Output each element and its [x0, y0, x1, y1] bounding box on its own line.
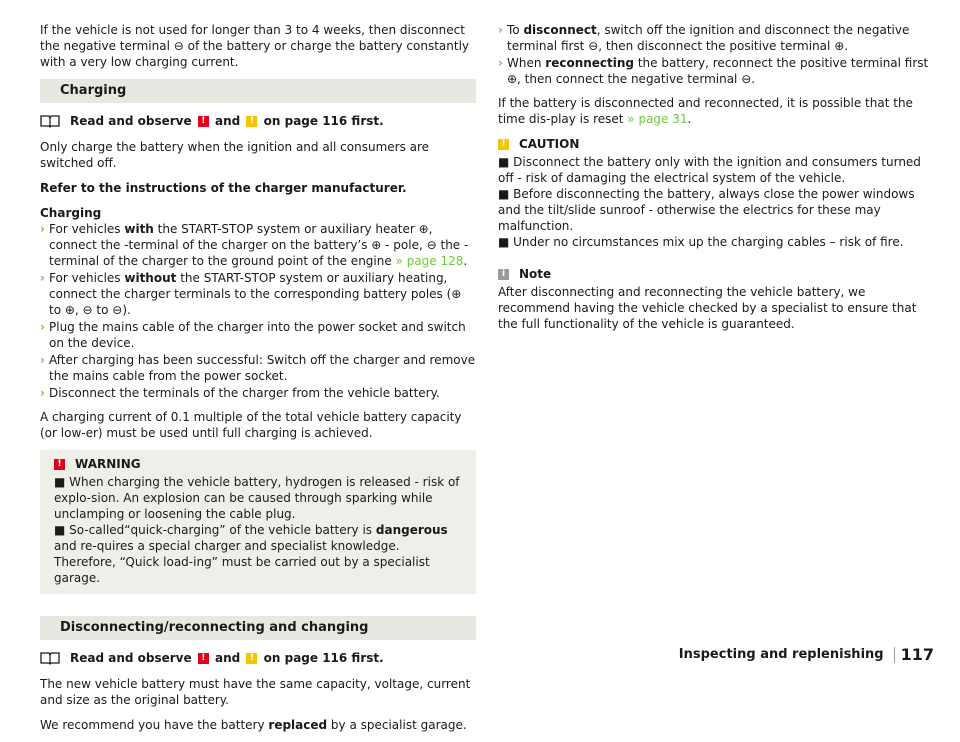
step-3 [40, 319, 476, 351]
arrow-icon: › [498, 56, 503, 70]
caution-title-text: CAUTION [519, 137, 580, 151]
step-5 [40, 385, 476, 401]
disconnect-step-bold: disconnect [523, 23, 597, 37]
disconnect-step-c: , switch off the ignition and disconnect the negative terminal first ⊖, then disconnect the positive terminal ⊕. [507, 23, 910, 53]
disconnect-step-a: To [507, 23, 524, 37]
reconnect-step [498, 55, 934, 87]
reset-pre: If the battery is disconnected and reconnected, it is possible that the time dis-play is reset [498, 96, 913, 126]
step-2 [40, 270, 476, 318]
warning-icon: ! [54, 459, 65, 470]
read-observe-note-2 [40, 650, 476, 666]
arrow-icon: › [40, 320, 45, 334]
warning-box [40, 450, 476, 594]
right-column [498, 22, 934, 341]
arrow-icon: › [498, 23, 503, 37]
warning-bullet-1: ■ When charging the vehicle battery, hydrogen is released - risk of explo-sion. An explosion can be caused through sparking while unclamping or loosening the cable plug. [54, 475, 460, 521]
caution-icon: ! [246, 653, 257, 664]
arrow-icon: › [40, 386, 45, 400]
reconnect-step-a: When [507, 56, 546, 70]
step-2-text-c: the START-STOP system or auxiliary heating, connect the charger terminals to the corresponding battery poles (⊕ to ⊕, ⊖ to ⊖). [49, 271, 462, 317]
step-1-text-c: the START-STOP system or auxiliary heater ⊕, connect the -terminal of the charger on the battery’s ⊕ - pole, ⊖ the - terminal of the charger to the ground point of the engine [49, 222, 469, 268]
recommend-post: by a specialist garage. [327, 718, 467, 732]
read-observe-post: on page 116 first. [263, 651, 384, 665]
arrow-icon: › [40, 271, 45, 285]
note-title [498, 266, 934, 282]
info-icon: i [498, 269, 509, 280]
read-observe-pre: Read and observe [70, 114, 192, 128]
step-1-text-a: For vehicles [49, 222, 125, 236]
disconnect-step [498, 22, 934, 54]
refer-text: Refer to the instructions of the charger manufacturer. [40, 181, 407, 195]
recommend-text [40, 717, 476, 733]
step-2-text-a: For vehicles [49, 271, 125, 285]
warning-bullet-2-post: and re-quires a special charger and specialist knowledge. Therefore, “Quick load-ing” must be carried out by a specialist garage. [54, 539, 430, 585]
recommend-bold: replaced [268, 718, 328, 732]
only-charge-text: Only charge the battery when the ignition and all consumers are switched off. [40, 140, 430, 170]
page-128-link[interactable]: » page 128 [395, 254, 464, 268]
reconnect-step-bold: reconnecting [545, 56, 635, 70]
warning-icon: ! [198, 116, 209, 127]
book-icon [40, 114, 60, 128]
step-1-text-d: . [463, 254, 468, 268]
warning-bullet-2-bold: dangerous [375, 523, 448, 537]
caution-icon: ! [498, 139, 509, 150]
page-31-link[interactable]: » page 31 [627, 112, 688, 126]
read-observe-pre: Read and observe [70, 651, 192, 665]
read-observe-and: and [215, 114, 241, 128]
page-number: 117 [894, 647, 934, 663]
reset-text [498, 95, 934, 127]
step-2-bold: without [124, 271, 177, 285]
warning-bullet-2-pre: ■ So-called“quick-charging” of the vehicle battery is [54, 523, 376, 537]
note-title-text: Note [519, 267, 552, 281]
step-1-bold: with [124, 222, 154, 236]
step-1 [40, 221, 476, 269]
step-4 [40, 352, 476, 384]
left-column [40, 22, 476, 742]
warning-icon: ! [198, 653, 209, 664]
warning-title [54, 456, 462, 472]
charging-current-text: A charging current of 0.1 multiple of the total vehicle battery capacity (or low-er) must be used until full charging is achieved. [40, 410, 462, 440]
new-battery-text: The new vehicle battery must have the same capacity, voltage, current and size as the original battery. [40, 677, 471, 707]
book-icon [40, 651, 60, 665]
note-text: After disconnecting and reconnecting the vehicle battery, we recommend having the vehicle checked by a specialist to ensure that the full functionality of the vehicle is guaranteed. [498, 285, 917, 331]
caution-block [498, 136, 934, 250]
step-4-text: After charging has been successful: Switch off the charger and remove the mains cable from the power socket. [49, 353, 476, 383]
read-observe-post: on page 116 first. [263, 114, 384, 128]
charging-steps [40, 221, 476, 401]
arrow-icon: › [40, 222, 45, 236]
caution-bullet-1: ■ Disconnect the battery only with the ignition and consumers turned off - risk of damaging the electrical system of the vehicle. [498, 155, 921, 185]
warning-bullet-2 [54, 522, 462, 586]
caution-bullet-2: ■ Before disconnecting the battery, always close the power windows and the tilt/slide sunroof - otherwise the electrics for these may malfunction. [498, 187, 915, 233]
reconnect-step-c: the battery, reconnect the positive terminal first ⊕, then connect the negative terminal ⊖. [507, 56, 929, 86]
footer-section-title: Inspecting and replenishing [678, 647, 884, 662]
caution-icon: ! [246, 116, 257, 127]
caution-bullet-3: ■ Under no circumstances mix up the charging cables – risk of fire. [498, 235, 904, 249]
step-3-text: Plug the mains cable of the charger into the power socket and switch on the device. [49, 320, 466, 350]
section-disconnect-header: Disconnecting/reconnecting and changing [40, 616, 476, 640]
reset-post: . [687, 112, 692, 126]
page-footer [679, 647, 934, 663]
warning-title-text: WARNING [75, 457, 141, 471]
note-block [498, 266, 934, 332]
arrow-icon: › [40, 353, 45, 367]
step-5-text: Disconnect the terminals of the charger from the vehicle battery. [49, 386, 440, 400]
section-charging-header: Charging [40, 79, 476, 103]
caution-title [498, 136, 934, 152]
charging-label: Charging [40, 206, 102, 220]
intro-text: If the vehicle is not used for longer than 3 to 4 weeks, then disconnect the negative terminal ⊖ of the battery or charge the battery constantly with a very low charging current. [40, 23, 470, 69]
read-observe-and: and [215, 651, 241, 665]
read-observe-note [40, 113, 476, 129]
recommend-pre: We recommend you have the battery [40, 718, 269, 732]
